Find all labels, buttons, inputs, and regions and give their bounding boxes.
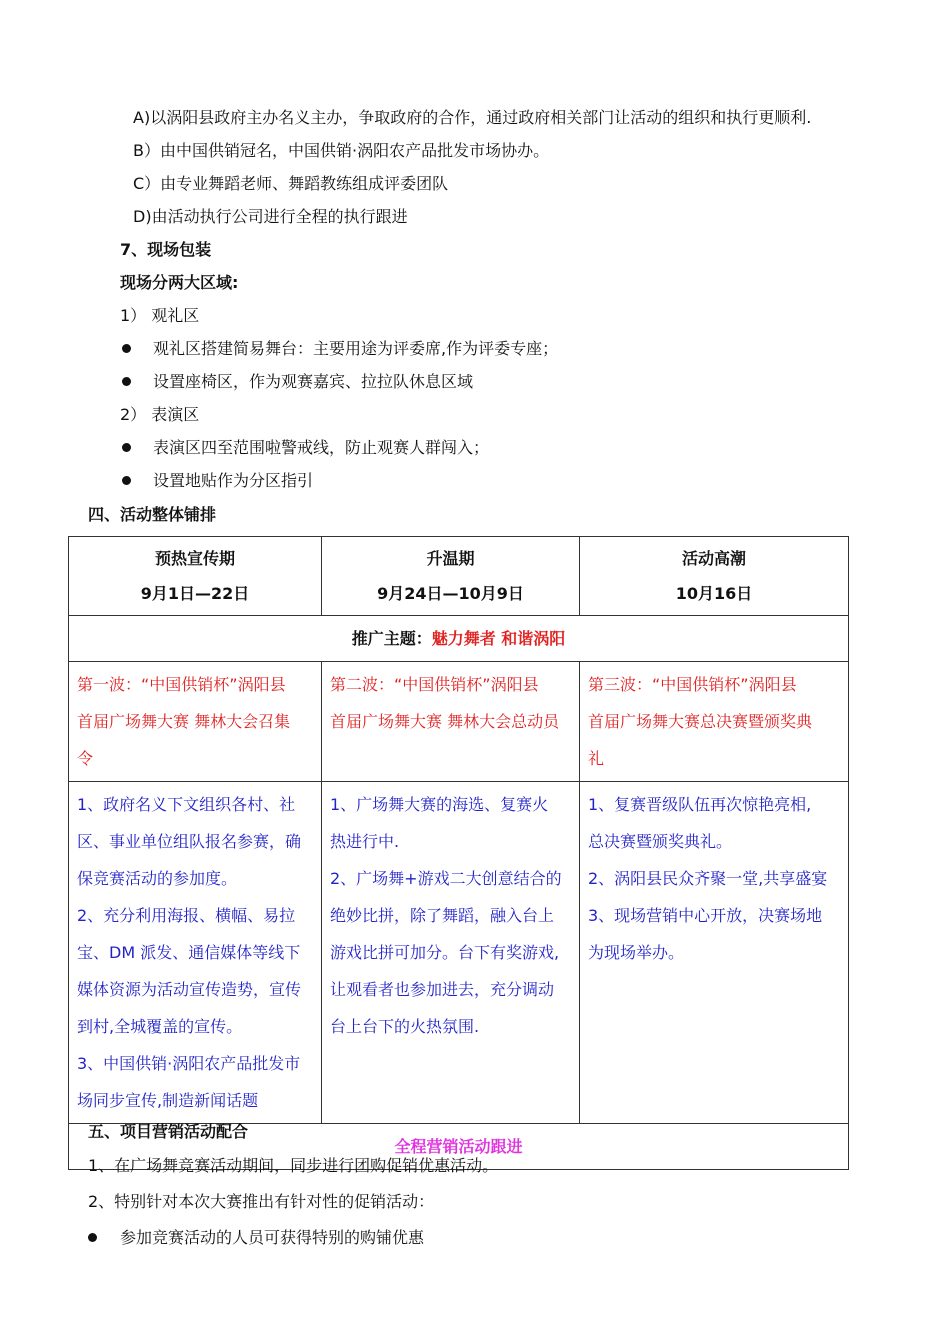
- bullet-icon: [122, 344, 131, 353]
- header-cell-climax: [580, 537, 849, 616]
- content-text: 让观看者也参加进去，充分调动: [330, 980, 555, 999]
- text-line-c: C）由专业舞蹈老师、舞蹈教练组成评委团队: [133, 174, 449, 193]
- content-text: 为现场举办。: [588, 943, 685, 962]
- content-text: 2、充分利用海报、横幅、易拉: [77, 906, 296, 925]
- wave-text: 第二波：“中国供销杯”涡阳县: [330, 675, 539, 694]
- wave-text: 首届广场舞大赛 舞林大会总动员: [330, 712, 560, 731]
- area-1-label: 1） 观礼区: [120, 306, 200, 325]
- phase-date: 10月16日: [675, 584, 753, 603]
- wave-cell-3: [580, 662, 849, 782]
- table-header-row: [69, 537, 849, 616]
- section-4-title: 四、活动整体铺排: [88, 505, 217, 524]
- content-text: 3、中国供销·涡阳农产品批发市: [77, 1054, 301, 1073]
- wave-text: 第一波：“中国供销杯”涡阳县: [77, 675, 286, 694]
- wave-row: [69, 662, 849, 782]
- content-text: 区、事业单位组队报名参赛，确: [77, 832, 302, 851]
- footer-cell: 全程营销活动跟进: [69, 1124, 849, 1170]
- header-cell-warmup: [69, 537, 322, 616]
- area-1-bullet-2: 设置座椅区，作为观赛嘉宾、拉拉队休息区域: [153, 372, 474, 391]
- section-5-bullet-1: 参加竞赛活动的人员可获得特别的购铺优惠: [120, 1228, 425, 1247]
- content-text: 热进行中.: [330, 832, 400, 851]
- section-5-title: 五、项目营销活动配合: [88, 1122, 249, 1141]
- phase-date: 9月1日—22日: [140, 584, 250, 603]
- content-cell-2: [322, 782, 580, 1124]
- content-text: 宝、DM 派发、通信媒体等线下: [77, 943, 301, 962]
- text-line-a: A)以涡阳县政府主办名义主办，争取政府的合作，通过政府相关部门让活动的组织和执行更顺利.: [133, 108, 812, 127]
- content-text: 到村,全城覆盖的宣传。: [77, 1017, 243, 1036]
- content-text: 保竞赛活动的参加度。: [77, 869, 238, 888]
- text-line-d: D)由活动执行公司进行全程的执行跟进: [133, 207, 408, 226]
- content-text: 1、政府名义下文组织各村、社: [77, 795, 296, 814]
- content-text: 台上台下的火热氛围.: [330, 1017, 480, 1036]
- content-row: [69, 782, 849, 1124]
- content-text: 绝妙比拼，除了舞蹈，融入台上: [330, 906, 555, 925]
- header-cell-heating: [322, 537, 580, 616]
- content-text: 2、涡阳县民众齐聚一堂,共享盛宴: [588, 869, 828, 888]
- area-2-bullet-1: 表演区四至范围啦警戒线，防止观赛人群闯入；: [153, 438, 490, 457]
- theme-label: 推广主题：: [351, 629, 432, 648]
- wave-cell-1: [69, 662, 322, 782]
- wave-text: 第三波：“中国供销杯”涡阳县: [588, 675, 797, 694]
- activity-plan-table: [68, 536, 849, 1170]
- content-text: 场同步宣传,制造新闻话题: [77, 1091, 259, 1110]
- theme-cell: [69, 616, 849, 662]
- content-text: 1、复赛晋级队伍再次惊艳亮相,: [588, 795, 812, 814]
- section-7-title: 7、现场包装: [120, 240, 212, 259]
- phase-label: 预热宣传期: [154, 549, 235, 568]
- content-text: 1、广场舞大赛的海选、复赛火: [330, 795, 549, 814]
- section-7-subtitle: 现场分两大区域:: [120, 273, 239, 292]
- area-2-bullet-2: 设置地贴作为分区指引: [153, 471, 314, 490]
- content-text: 媒体资源为活动宣传造势，宣传: [77, 980, 302, 999]
- wave-text: 礼: [588, 749, 605, 768]
- content-cell-3: [580, 782, 849, 1124]
- section-5-line-1: 1、在广场舞竞赛活动期间，同步进行团购促销优惠活动。: [88, 1156, 499, 1175]
- content-text: 3、现场营销中心开放，决赛场地: [588, 906, 823, 925]
- phase-label: 活动高潮: [681, 549, 746, 568]
- bullet-icon: [88, 1233, 97, 1242]
- content-cell-1: [69, 782, 322, 1124]
- wave-cell-2: [322, 662, 580, 782]
- section-5-line-2: 2、特别针对本次大赛推出有针对性的促销活动：: [88, 1192, 435, 1211]
- text-line-b: B）由中国供销冠名，中国供销·涡阳农产品批发市场协办。: [133, 141, 550, 160]
- wave-text: 首届广场舞大赛总决赛暨颁奖典: [588, 712, 813, 731]
- content-text: 2、广场舞+游戏二大创意结合的: [330, 869, 562, 888]
- area-1-bullet-1: 观礼区搭建简易舞台：主要用途为评委席,作为评委专座；: [153, 339, 559, 358]
- bullet-icon: [122, 476, 131, 485]
- theme-value: 魅力舞者 和谐涡阳: [431, 629, 566, 648]
- area-2-label: 2） 表演区: [120, 405, 200, 424]
- content-text: 游戏比拼可加分。台下有奖游戏,: [330, 943, 560, 962]
- theme-row: [69, 616, 849, 662]
- wave-text: 首届广场舞大赛 舞林大会召集: [77, 712, 291, 731]
- wave-text: 令: [77, 749, 94, 768]
- bullet-icon: [122, 377, 131, 386]
- content-text: 总决赛暨颁奖典礼。: [588, 832, 733, 851]
- bullet-icon: [122, 443, 131, 452]
- phase-date: 9月24日—10月9日: [377, 584, 524, 603]
- phase-label: 升温期: [426, 549, 475, 568]
